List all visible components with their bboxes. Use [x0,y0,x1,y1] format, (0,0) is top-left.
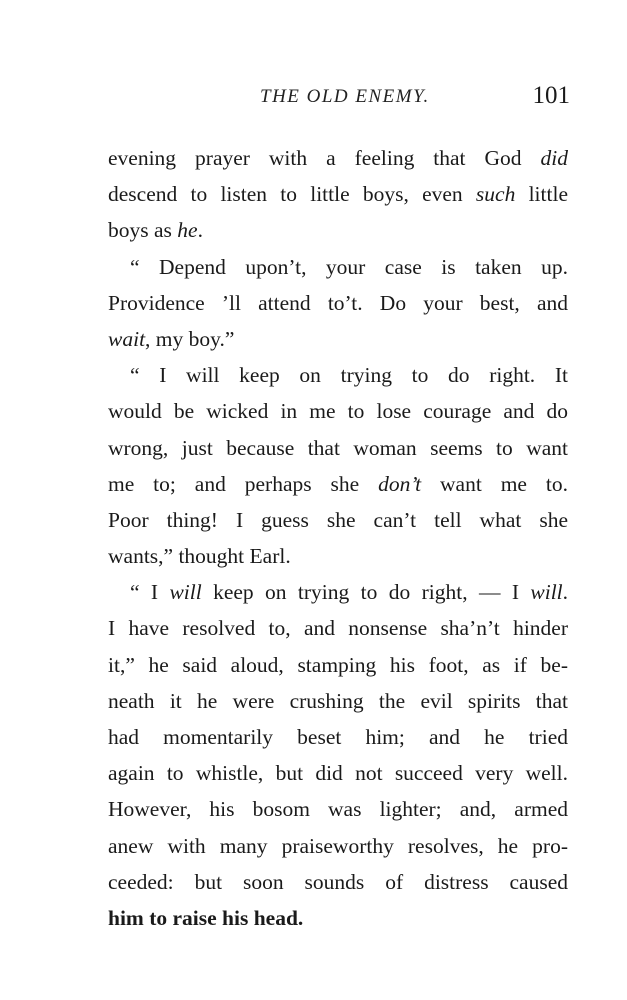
text-line: me to; and perhaps she don’t want me to. [108,471,568,496]
running-head: THE OLD ENEMY. [260,86,430,107]
text-line: had momentarily beset him; and he tried [108,725,568,749]
text-line: “ I will keep on trying to do right, — I will. [130,580,568,605]
text-line: wait, my boy.” [108,326,235,351]
text-line: “ I will keep on trying to do right. It [130,363,568,388]
body-text [108,140,568,936]
text-line: again to whistle, but did not succeed very well. [108,761,568,786]
text-line: neath it he were crushing the evil spirits that [108,688,568,713]
text-line: him to raise his head. [108,905,304,930]
text-line: descend to listen to little boys, even such little [108,182,568,207]
text-line: Poor thing! I guess she can’t tell what she [108,507,568,532]
text-line: it,” he said aloud, stamping his foot, as if be- [108,652,568,677]
text-line: ceeded: but soon sounds of distress caused [108,869,568,894]
text-line: However, his bosom was lighter; and, armed [108,797,568,822]
text-line: evening prayer with a feeling that God did [108,146,568,170]
text-line: wants,” thought Earl. [108,544,291,569]
text-line: would be wicked in me to lose courage and do [108,399,568,424]
page-number: 101 [532,82,570,109]
text-line: Providence ’ll attend to’t. Do your best, and [108,290,568,315]
text-line: I have resolved to, and nonsense sha’n’t hinder [108,616,568,641]
text-line: “ Depend upon’t, your case is taken up. [130,254,568,279]
page-header [108,82,570,118]
text-line: wrong, just because that woman seems to want [108,435,568,460]
text-line: anew with many praiseworthy resolves, he pro- [108,833,568,858]
text-line: boys as he. [108,218,203,243]
